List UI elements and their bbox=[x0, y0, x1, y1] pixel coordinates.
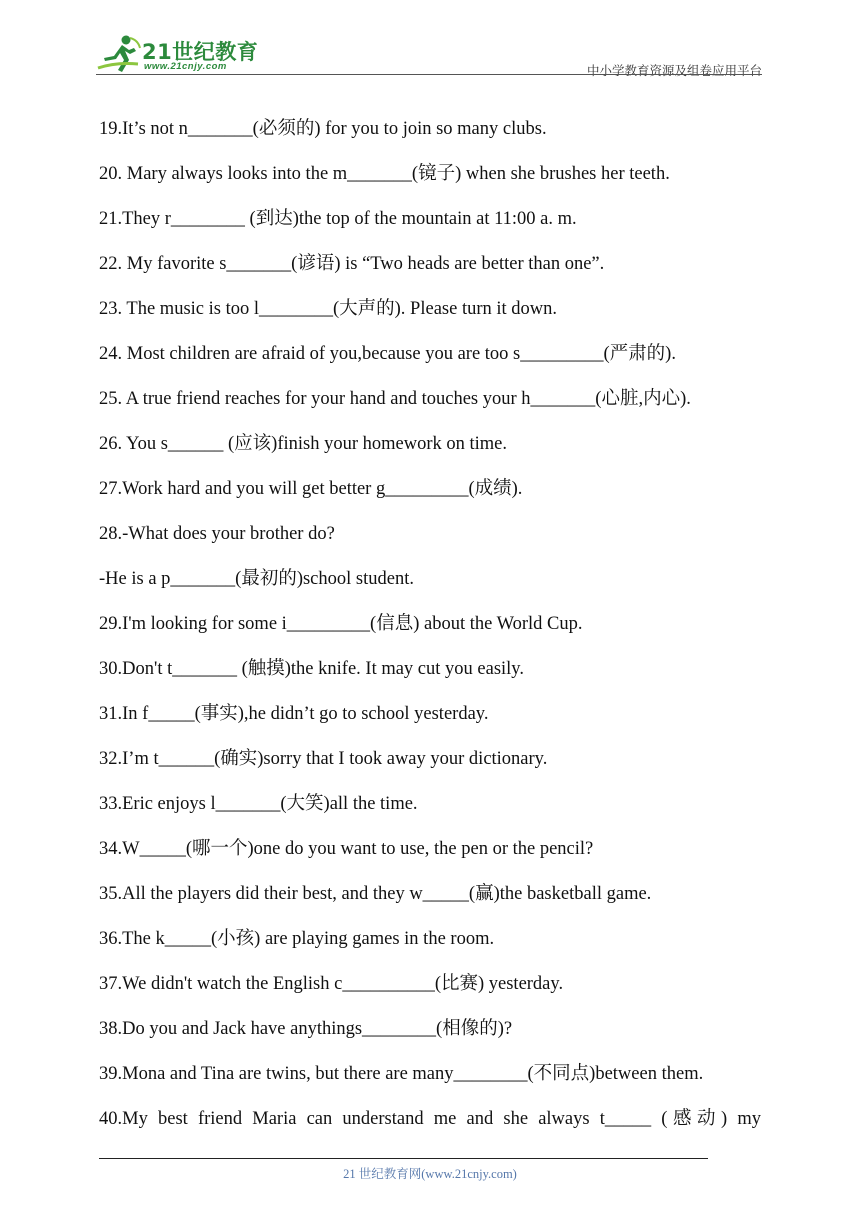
exercise-line: 37.We didn't watch the English c__________(比赛) yesterday. bbox=[99, 974, 564, 994]
exercise-line: 23. The music is too l________(大声的). Please turn it down. bbox=[99, 299, 558, 319]
exercise-line: 21.They r________ (到达)the top of the mountain at 11:00 a. m. bbox=[99, 209, 577, 229]
logo-url: www.21cnjy.com bbox=[144, 61, 227, 72]
runner-logo-icon bbox=[96, 34, 142, 76]
platform-name: 中小学教育资源及组卷应用平台 bbox=[586, 63, 762, 78]
exercise-line: 31.In f_____(事实),he didn’t go to school yesterday. bbox=[99, 704, 489, 724]
exercise-line: 24. Most children are afraid of you,because you are too s_________(严肃的). bbox=[99, 344, 676, 364]
footer-divider bbox=[99, 1158, 708, 1159]
exercise-line: 19.It’s not n_______(必须的) for you to join so many clubs. bbox=[99, 119, 547, 139]
header-divider bbox=[96, 74, 762, 75]
exercise-line: 35.All the players did their best, and they w_____(赢)the basketball game. bbox=[99, 884, 652, 904]
exercise-list bbox=[99, 107, 761, 1142]
page-footer: 21 世纪教育网(www.21cnjy.com) bbox=[343, 1167, 517, 1181]
exercise-line: 30.Don't t_______ (触摸)the knife. It may cut you easily. bbox=[99, 659, 524, 679]
logo-title: 21世纪教育 bbox=[142, 40, 259, 64]
exercise-line: 33.Eric enjoys l_______(大笑)all the time. bbox=[99, 794, 418, 814]
exercise-line: 38.Do you and Jack have anythings________(相像的)? bbox=[99, 1019, 513, 1039]
page-header bbox=[96, 30, 762, 78]
exercise-line: 32.I’m t______(确实)sorry that I took away your dictionary. bbox=[99, 749, 548, 769]
exercise-line: 34.W_____(哪一个)one do you want to use, the pen or the pencil? bbox=[99, 839, 594, 859]
exercise-line: 28.-What does your brother do? bbox=[99, 524, 335, 544]
exercise-line: 36.The k_____(小孩) are playing games in the room. bbox=[99, 929, 495, 949]
logo bbox=[96, 30, 266, 78]
exercise-line: -He is a p_______(最初的)school student. bbox=[99, 569, 414, 589]
exercise-line: 39.Mona and Tina are twins, but there are many________(不同点)between them. bbox=[99, 1064, 704, 1084]
exercise-line: 40.My best friend Maria can understand me and she always t_____ (感动) my bbox=[99, 1109, 761, 1129]
exercise-line: 26. You s______ (应该)finish your homework on time. bbox=[99, 434, 508, 454]
exercise-line: 20. Mary always looks into the m_______(镜子) when she brushes her teeth. bbox=[99, 164, 670, 184]
exercise-line: 25. A true friend reaches for your hand and touches your h_______(心脏,内心). bbox=[99, 389, 691, 409]
exercise-line: 27.Work hard and you will get better g_________(成绩). bbox=[99, 479, 523, 499]
exercise-line: 22. My favorite s_______(谚语) is “Two heads are better than one”. bbox=[99, 254, 605, 274]
exercise-line: 29.I'm looking for some i_________(信息) about the World Cup. bbox=[99, 614, 583, 634]
